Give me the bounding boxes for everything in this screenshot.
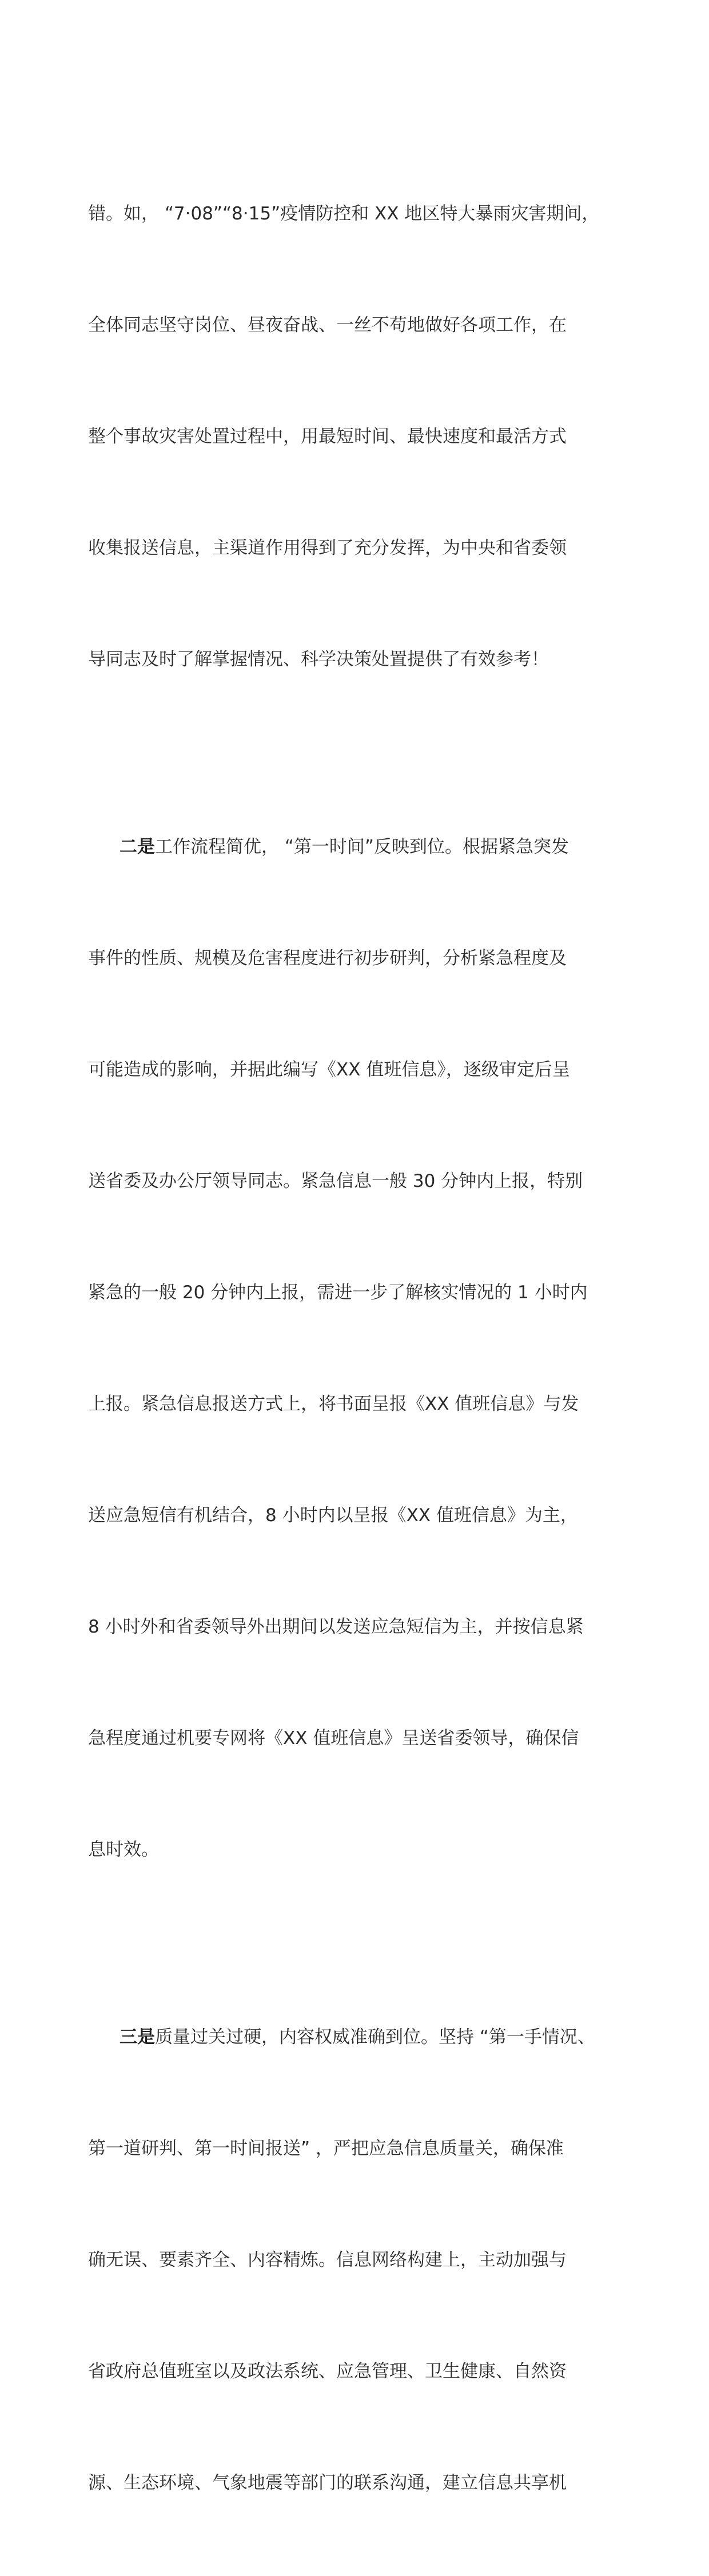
paragraph-3 [88, 1945, 626, 2576]
text-line-first [88, 2019, 626, 2056]
paragraph-lead: 三是 [120, 2027, 155, 2047]
text-line: 送省委及办公厅领导同志。紧急信息一般 30 分钟内上报，特别 [88, 1171, 583, 1191]
text-line-rest: 质量过关过硬，内容权威准确到位。坚持 “第一手情况、 [155, 2027, 595, 2047]
text-line: 紧急的一般 20 分钟内上报，需进一步了解核实情况的 1 小时内 [88, 1282, 588, 1303]
text-line: 8 小时外和省委领导外出期间以发送应急短信为主，并按信息紧 [88, 1617, 584, 1637]
document-body [88, 121, 626, 2576]
text-line: 省政府总值班室以及政法系统、应急管理、卫生健康、自然资 [88, 2361, 567, 2382]
text-line: 息时效。 [88, 1839, 159, 1860]
text-line: 收集报送信息，主渠道作用得到了充分发挥，为中央和省委领 [88, 538, 567, 558]
text-line: 全体同志坚守岗位、昼夜奋战、一丝不苟地做好各项工作，在 [88, 315, 567, 335]
text-line: 事件的性质、规模及危害程度进行初步研判，分析紧急程度及 [88, 948, 567, 969]
text-line-rest: 工作流程简优， “第一时间”反映到位。根据紧急突发 [155, 837, 569, 857]
text-line: 源、生态环境、气象地震等部门的联系沟通，建立信息共享机 [88, 2473, 567, 2493]
text-line: 第一道研判、第一时间报送” ，严把应急信息质量关，确保准 [88, 2138, 564, 2159]
text-line: 确无误、要素齐全、内容精炼。信息网络构建上，主动加强与 [88, 2250, 567, 2270]
text-line: 整个事故灾害处置过程中，用最短时间、最快速度和最活方式 [88, 426, 567, 447]
text-line-first [88, 829, 626, 866]
text-line: 错。如， “7·08”“8·15”疫情防控和 XX 地区特大暴雨灾害期间， [88, 203, 600, 224]
text-line: 导同志及时了解掌握情况、科学决策处置提供了有效参考！ [88, 649, 549, 670]
text-line: 上报。紧急信息报送方式上，将书面呈报《XX 值班信息》与发 [88, 1394, 579, 1414]
paragraph-2 [88, 754, 626, 1943]
text-line: 可能造成的影响，并据此编写《XX 值班信息》，逐级审定后呈 [88, 1059, 570, 1080]
text-line: 送应急短信有机结合，8 小时内以呈报《XX 值班信息》为主， [88, 1505, 578, 1526]
text-line: 急程度通过机要专网将《XX 值班信息》呈送省委领导，确保信 [88, 1728, 579, 1749]
paragraph-lead: 二是 [120, 837, 155, 857]
paragraph-1 [88, 121, 626, 753]
